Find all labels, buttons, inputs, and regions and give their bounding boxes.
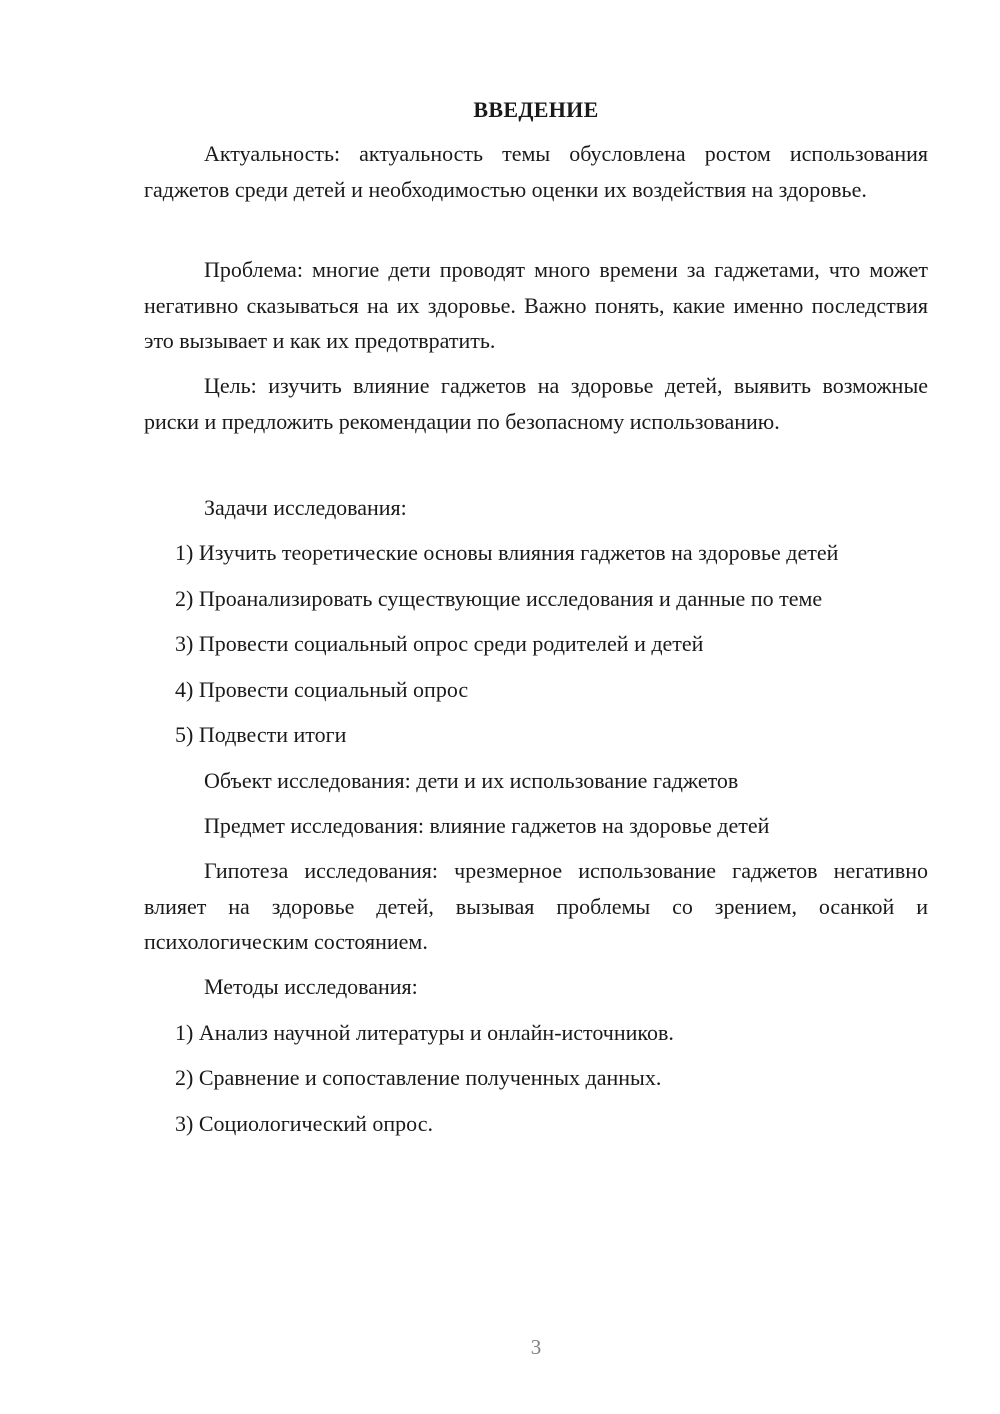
relevance-paragraph: Актуальность: актуальность темы обусловлена ростом использования гаджетов среди детей и необходимостью оценки их воздействия на здоровье. <box>144 141 928 202</box>
task-item-3: 3) Провести социальный опрос среди родителей и детей <box>175 631 704 656</box>
problem-paragraph: Проблема: многие дети проводят много времени за гаджетами, что может негативно сказываться на их здоровье. Важно понять, какие именно последствия это вызывает и как их предотвратить. <box>144 257 928 353</box>
goal-paragraph: Цель: изучить влияние гаджетов на здоровье детей, выявить возможные риски и предложить рекомендации по безопасному использованию. <box>144 373 928 434</box>
hypothesis-paragraph: Гипотеза исследования: чрезмерное использование гаджетов негативно влияет на здоровье детей, вызывая проблемы со зрением, осанкой и психологическим состоянием. <box>144 858 928 954</box>
method-item-1: 1) Анализ научной литературы и онлайн-источников. <box>175 1020 674 1045</box>
task-item-4: 4) Провести социальный опрос <box>175 677 469 702</box>
method-item-3: 3) Социологический опрос. <box>175 1111 433 1136</box>
method-item-2: 2) Сравнение и сопоставление полученных данных. <box>175 1065 662 1090</box>
page-number: 3 <box>530 1335 542 1359</box>
research-subject: Предмет исследования: влияние гаджетов на здоровье детей <box>204 813 770 838</box>
tasks-heading: Задачи исследования: <box>204 495 407 520</box>
task-item-1: 1) Изучить теоретические основы влияния гаджетов на здоровье детей <box>175 540 839 565</box>
task-item-5: 5) Подвести итоги <box>175 722 347 747</box>
task-item-2: 2) Проанализировать существующие исследования и данные по теме <box>175 586 823 611</box>
research-object: Объект исследования: дети и их использование гаджетов <box>204 768 739 793</box>
methods-heading: Методы исследования: <box>204 974 418 999</box>
section-title: ВВЕДЕНИЕ <box>473 97 599 122</box>
